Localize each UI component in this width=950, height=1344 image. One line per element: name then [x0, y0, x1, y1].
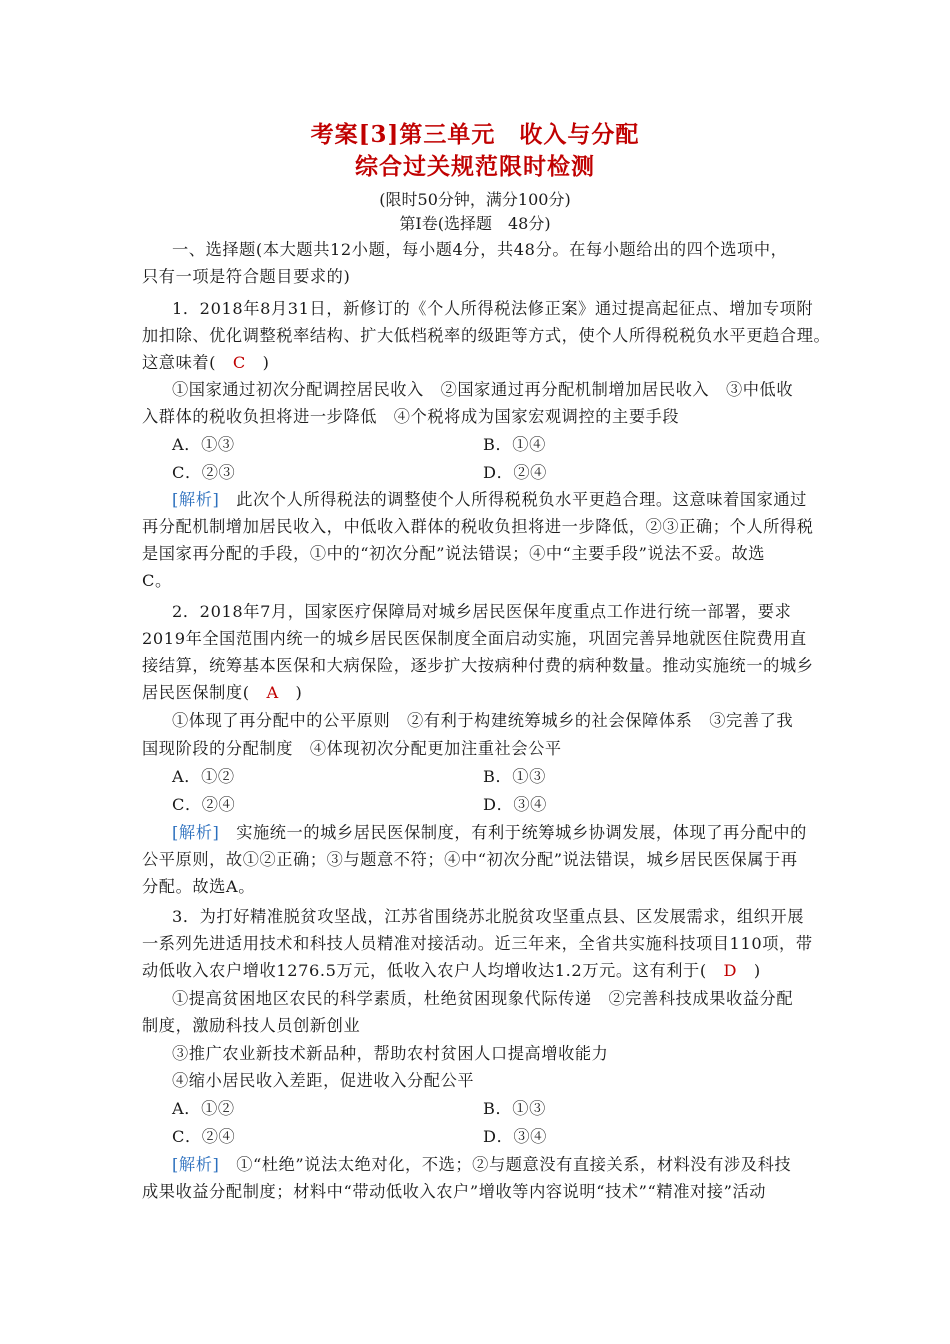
document-subtitle: 综合过关规范限时检测	[355, 153, 595, 180]
question-3-statements: ④缩小居民收入差距，促进收入分配公平	[172, 1071, 475, 1090]
instructions-line: 一、选择题(本大题共12小题，每小题4分，共48分。在每小题给出的四个选项中，	[172, 240, 788, 259]
question-1-analysis: 是国家再分配的手段，①中的“初次分配”说法错误；④中“主要手段”说法不妥。故选	[142, 544, 766, 563]
analysis-tag: [解析]	[172, 823, 220, 842]
option-d: D．③④	[483, 1127, 547, 1146]
question-2-stem: 2．2018年7月，国家医疗保障局对城乡居民医保年度重点工作进行统一部署，要求	[172, 602, 792, 621]
question-1-stem: 1．2018年8月31日，新修订的《个人所得税法修正案》通过提高起征点、增加专项附	[172, 299, 814, 318]
question-2-stem: 2019年全国范围内统一的城乡居民医保制度全面启动实施，巩固完善异地就医住院费用直	[142, 629, 807, 648]
question-1-analysis	[172, 488, 822, 512]
question-3-stem: 一系列先进适用技术和科技人员精准对接活动。近三年来，全省共实施科技项目110项，带	[142, 934, 813, 953]
question-3-stem: 3．为打好精准脱贫攻坚战，江苏省围绕苏北脱贫攻坚重点县、区发展需求，组织开展	[172, 907, 805, 926]
option-b: B．①④	[483, 435, 546, 454]
question-1-analysis: 再分配机制增加居民收入，中低收入群体的税收负担将进一步降低，②③正确；个人所得税	[142, 517, 814, 536]
question-2-analysis	[172, 821, 822, 845]
analysis-text: ①“杜绝”说法太绝对化，不选；②与题意没有直接关系，材料没有涉及科技	[219, 1155, 792, 1174]
question-1-stem	[142, 351, 822, 375]
question-1-statements: ①国家通过初次分配调控居民收入 ②国家通过再分配机制增加居民收入 ③中低收	[172, 380, 794, 399]
question-2-analysis: 分配。故选A。	[142, 877, 256, 896]
analysis-tag: [解析]	[172, 1155, 220, 1174]
option-a: A．①②	[172, 1099, 235, 1118]
part-heading: 第Ⅰ卷(选择题 48分)	[399, 214, 551, 233]
analysis-text: 此次个人所得税法的调整使个人所得税税负水平更趋合理。这意味着国家通过	[219, 490, 807, 509]
question-2-analysis: 公平原则，故①②正确；③与题意不符；④中“初次分配”说法错误，城乡居民医保属于再	[142, 850, 798, 869]
question-1-statements: 入群体的税收负担将进一步降低 ④个税将成为国家宏观调控的主要手段	[142, 407, 680, 426]
option-d: D．③④	[483, 795, 547, 814]
question-2-statements: 国现阶段的分配制度 ④体现初次分配更加注重社会公平	[142, 739, 562, 758]
question-3-statements: ①提高贫困地区农民的科学素质，杜绝贫困现象代际传递 ②完善科技成果收益分配	[172, 989, 794, 1008]
question-3-stem	[142, 959, 822, 983]
analysis-tag: [解析]	[172, 490, 220, 509]
stem-text: )	[737, 961, 761, 980]
option-b: B．①③	[483, 767, 546, 786]
time-limit-note: (限时50分钟，满分100分)	[379, 190, 571, 209]
stem-text: )	[245, 353, 270, 372]
option-b: B．①③	[483, 1099, 546, 1118]
stem-text: 动低收入农户增收1276.5万元，低收入农户人均增收达1.2万元。这有利于(	[142, 961, 724, 980]
answer-key: D	[723, 961, 738, 980]
option-c: C．②④	[172, 795, 236, 814]
document-title: 考案[3]第三单元 收入与分配	[310, 121, 640, 148]
stem-text: 居民医保制度(	[142, 683, 267, 702]
question-3-statements: ③推广农业新技术新品种，帮助农村贫困人口提高增收能力	[172, 1044, 609, 1063]
question-1-analysis: C。	[142, 571, 172, 590]
question-2-statements: ①体现了再分配中的公平原则 ②有利于构建统筹城乡的社会保障体系 ③完善了我	[172, 711, 794, 730]
stem-text: )	[278, 683, 303, 702]
question-3-analysis: 成果收益分配制度；材料中“带动低收入农户”增收等内容说明“技术”“精准对接”活动	[142, 1182, 767, 1201]
answer-key: A	[266, 683, 279, 702]
stem-text: 这意味着(	[142, 353, 233, 372]
option-c: C．②④	[172, 1127, 236, 1146]
question-3-analysis	[172, 1153, 822, 1177]
option-a: A．①③	[172, 435, 235, 454]
question-2-stem: 接结算，统筹基本医保和大病保险，逐步扩大按病种付费的病种数量。推动实施统一的城乡	[142, 656, 814, 675]
question-2-stem	[142, 681, 822, 705]
option-d: D．②④	[483, 463, 547, 482]
question-3-statements: 制度，激励科技人员创新创业	[142, 1016, 361, 1035]
analysis-text: 实施统一的城乡居民医保制度，有利于统筹城乡协调发展，体现了再分配中的	[219, 823, 807, 842]
instructions-line: 只有一项是符合题目要求的)	[142, 267, 351, 286]
answer-key: C	[232, 353, 246, 372]
option-c: C．②③	[172, 463, 236, 482]
option-a: A．①②	[172, 767, 235, 786]
question-1-stem: 加扣除、优化调整税率结构、扩大低档税率的级距等方式，使个人所得税税负水平更趋合理。	[142, 326, 831, 345]
